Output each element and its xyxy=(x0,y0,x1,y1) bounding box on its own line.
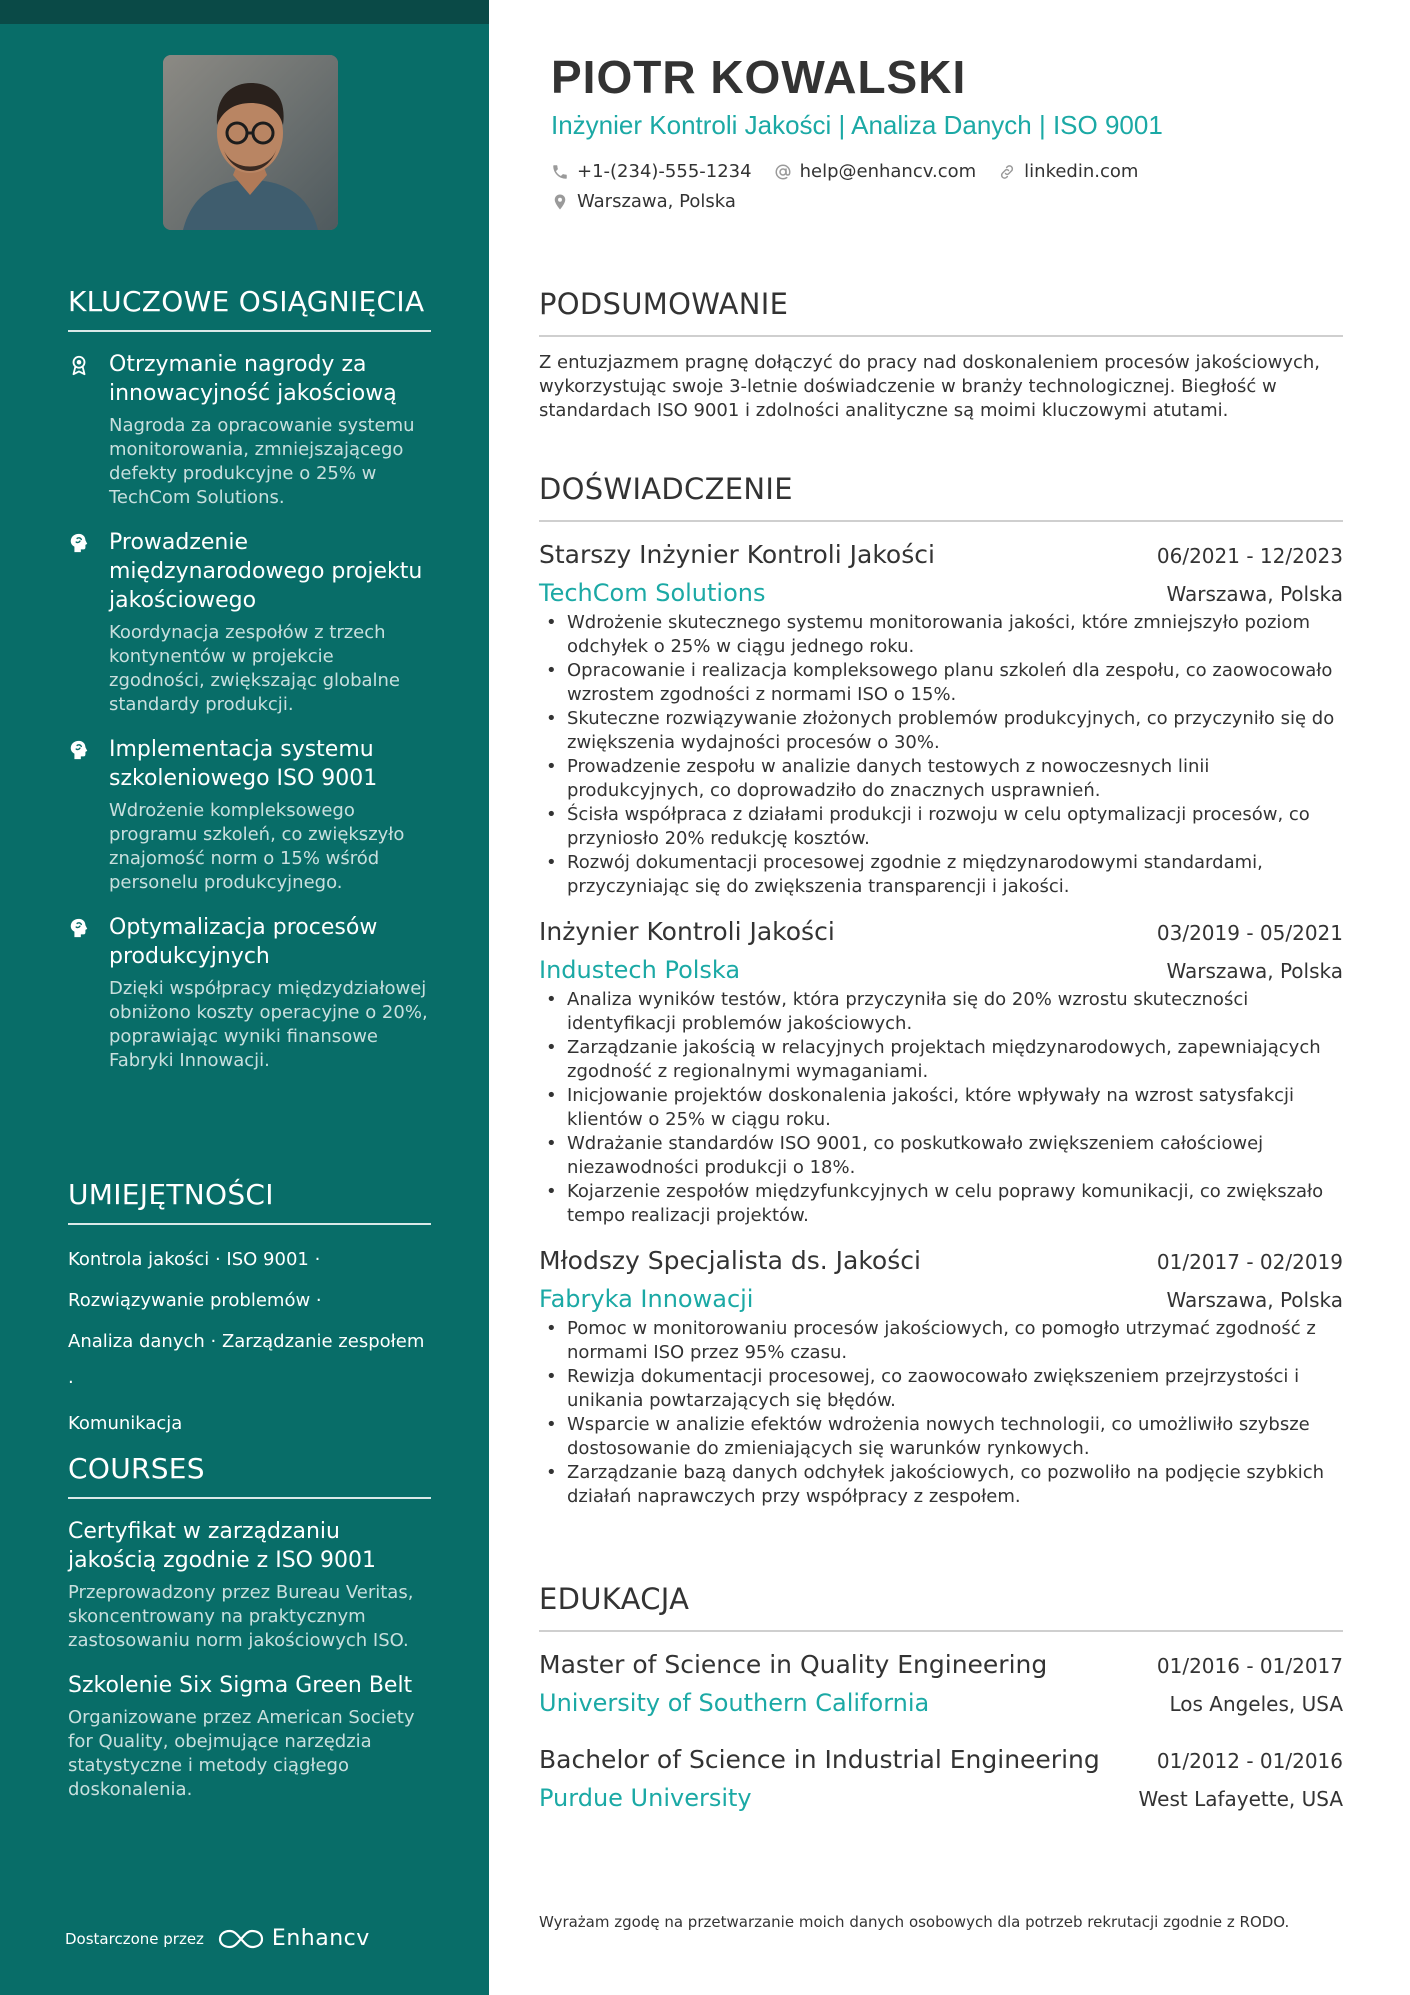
school-name: Purdue University xyxy=(539,1784,752,1812)
achievement-title: Prowadzenie międzynarodowego projektu jakościowego xyxy=(109,530,423,613)
summary-title: PODSUMOWANIE xyxy=(539,287,1343,337)
bullet-item: • Rewizja dokumentacji procesowej, co zaowocowało zwiększeniem przejrzystości i unikania powtarzających się błędów. xyxy=(539,1365,1343,1413)
school-name: University of Southern California xyxy=(539,1689,930,1717)
achievement-description: Nagroda za opracowanie systemu monitorowania, zmniejszającego defekty produkcyjne o 25% w TechCom Solutions. xyxy=(109,415,415,508)
bullet-item: • Wdrożenie skutecznego systemu monitorowania jakości, które zmniejszyło poziom odchyłek o 25% w ciągu jednego roku. xyxy=(539,611,1343,659)
contact-row xyxy=(551,161,1138,182)
brain-icon xyxy=(68,532,90,554)
course-description: Organizowane przez American Society for Quality, obejmujące narzędzia statystyczne i metody ciągłego doskonalenia. xyxy=(68,1707,415,1800)
enhancv-logo[interactable] xyxy=(218,1926,370,1951)
job-bullets xyxy=(539,611,1343,899)
brain-icon xyxy=(68,739,90,761)
profile-photo xyxy=(163,55,338,230)
bullet-item: • Zarządzanie bazą danych odchyłek jakościowych, co pozwoliło na podjęcie szybkich działań naprawczych przy współpracy z zespołem. xyxy=(539,1461,1343,1509)
skill-line: Rozwiązywanie problemów · xyxy=(68,1290,322,1311)
link-icon xyxy=(998,163,1016,181)
job-entry xyxy=(539,1246,1343,1509)
experience-section xyxy=(539,472,1343,1509)
skills-title: UMIEJĘTNOŚCI xyxy=(68,1178,431,1225)
bullet-item: • Inicjowanie projektów doskonalenia jakości, które wpływały na wzrost satysfakcji klientów o 25% w ciągu roku. xyxy=(539,1084,1343,1132)
course-title: Certyfikat w zarządzaniu jakością zgodnie z ISO 9001 xyxy=(68,1519,376,1573)
powered-by-label: Dostarczone przez xyxy=(65,1929,204,1948)
job-company: TechCom Solutions xyxy=(539,579,766,607)
powered-by xyxy=(65,1926,370,1951)
skills-list xyxy=(68,1239,431,1444)
course-title: Szkolenie Six Sigma Green Belt xyxy=(68,1673,413,1698)
degree-title: Bachelor of Science in Industrial Engineering xyxy=(539,1745,1100,1774)
sidebar-top-bar xyxy=(0,0,489,24)
location-row xyxy=(551,191,736,212)
course-item xyxy=(68,1517,431,1653)
bullet-item: • Analiza wyników testów, która przyczyniła się do 20% wzrostu skuteczności identyfikacji problemów jakościowych. xyxy=(539,988,1343,1036)
job-title: Młodszy Specjalista ds. Jakości xyxy=(539,1246,921,1275)
phone-icon xyxy=(551,163,569,181)
course-item xyxy=(68,1671,431,1802)
bullet-item: • Prowadzenie zespołu w analizie danych testowych z nowoczesnych linii produkcyjnych, co doprowadziło do znacznych usprawnień. xyxy=(539,755,1343,803)
award-icon xyxy=(68,354,90,376)
achievement-title: Optymalizacja procesów produkcyjnych xyxy=(109,915,378,969)
job-location: Warszawa, Polska xyxy=(1166,1288,1343,1312)
degree-title: Master of Science in Quality Engineering xyxy=(539,1650,1048,1679)
job-bullets xyxy=(539,988,1343,1228)
job-dates: 06/2021 - 12/2023 xyxy=(1156,544,1343,568)
linkedin-contact[interactable] xyxy=(998,161,1138,182)
job-title: Starszy Inżynier Kontroli Jakości xyxy=(539,540,935,569)
bullet-item: • Pomoc w monitorowaniu procesów jakościowych, co pomogło utrzymać zgodność z normami ISO przez 95% czasu. xyxy=(539,1317,1343,1365)
job-dates: 01/2017 - 02/2019 xyxy=(1156,1250,1343,1274)
phone-contact[interactable] xyxy=(551,161,752,182)
profile-photo-image xyxy=(163,55,338,230)
job-title: Inżynier Kontroli Jakości xyxy=(539,917,835,946)
bullet-item: • Ścisła współpraca z działami produkcji i rozwoju w celu optymalizacji procesów, co przyniosło 20% redukcję kosztów. xyxy=(539,803,1343,851)
candidate-name: PIOTR KOWALSKI xyxy=(551,51,967,103)
job-company: Fabryka Innowacji xyxy=(539,1285,754,1313)
job-location: Warszawa, Polska xyxy=(1166,582,1343,606)
job-location: Warszawa, Polska xyxy=(1166,959,1343,983)
skill-line: Kontrola jakości · ISO 9001 · xyxy=(68,1249,321,1270)
achievement-item xyxy=(68,913,431,1073)
location-text: Warszawa, Polska xyxy=(577,191,736,212)
education-title: EDUKACJA xyxy=(539,1582,1343,1632)
linkedin-text: linkedin.com xyxy=(1024,161,1139,182)
achievement-item xyxy=(68,528,431,717)
location-pin-icon xyxy=(551,193,569,211)
job-company: Industech Polska xyxy=(539,956,741,984)
school-location: Los Angeles, USA xyxy=(1169,1692,1343,1716)
bullet-item: • Opracowanie i realizacja kompleksowego planu szkoleń dla zespołu, co zaowocowało wzrostem zgodności z normami ISO o 15%. xyxy=(539,659,1343,707)
achievements-section xyxy=(68,285,431,1073)
job-entry xyxy=(539,917,1343,1228)
achievement-item xyxy=(68,350,431,510)
email-text: help@enhancv.com xyxy=(799,161,977,182)
achievement-description: Koordynacja zespołów z trzech kontynentów w projekcie zgodności, zwiększając globalne standardy produkcji. xyxy=(109,622,401,715)
email-contact[interactable] xyxy=(774,161,977,182)
achievement-description: Wdrożenie kompleksowego programu szkoleń, co zwiększyło znajomość norm o 15% wśród personelu produkcyjnego. xyxy=(109,800,405,893)
brain-icon xyxy=(68,917,90,939)
education-entry xyxy=(539,1745,1343,1812)
sidebar xyxy=(0,0,489,1995)
infinity-logo-icon xyxy=(218,1927,264,1951)
course-description: Przeprowadzony przez Bureau Veritas, skoncentrowany na praktycznym zastosowaniu norm jakościowych ISO. xyxy=(68,1582,414,1651)
summary-text: Z entuzjazmem pragnę dołączyć do pracy nad doskonaleniem procesów jakościowych, wykorzystując swoje 3-letnie doświadczenie w branży technologicznej. Biegłość w standardach ISO 9001 i zdolności analityczne są moimi kluczowymi atutami. xyxy=(539,352,1320,421)
bullet-item: • Kojarzenie zespołów międzyfunkcyjnych w celu poprawy komunikacji, co zwiększało tempo realizacji projektów. xyxy=(539,1180,1343,1228)
skill-line: Analiza danych · Zarządzanie zespołem · xyxy=(68,1331,425,1393)
education-dates: 01/2012 - 01/2016 xyxy=(1156,1749,1343,1773)
achievement-description: Dzięki współpracy międzydziałowej obniżono koszty operacyjne o 20%, poprawiając wyniki finansowe Fabryki Innowacji. xyxy=(109,978,428,1071)
bullet-item: • Wdrażanie standardów ISO 9001, co poskutkowało zwiększeniem całościowej niezawodności produkcji o 18%. xyxy=(539,1132,1343,1180)
at-icon xyxy=(774,163,792,181)
bullet-item: • Skuteczne rozwiązywanie złożonych problemów produkcyjnych, co przyczyniło się do zwiększenia wydajności procesów o 30%. xyxy=(539,707,1343,755)
achievements-title: KLUCZOWE OSIĄGNIĘCIA xyxy=(68,285,431,332)
courses-title: COURSES xyxy=(68,1452,431,1499)
education-section xyxy=(539,1582,1343,1812)
headline: Inżynier Kontroli Jakości | Analiza Danych | ISO 9001 xyxy=(551,110,1163,140)
achievement-title: Implementacja systemu szkoleniowego ISO 9001 xyxy=(109,737,378,791)
job-bullets xyxy=(539,1317,1343,1509)
bullet-item: • Wsparcie w analizie efektów wdrożenia nowych technologii, co umożliwiło szybsze dostosowanie do zmieniających się warunków rynkowych. xyxy=(539,1413,1343,1461)
location-contact xyxy=(551,191,736,212)
courses-section xyxy=(68,1452,431,1802)
experience-title: DOŚWIADCZENIE xyxy=(539,472,1343,522)
education-dates: 01/2016 - 01/2017 xyxy=(1156,1654,1343,1678)
bullet-item: • Zarządzanie jakością w relacyjnych projektach międzynarodowych, zapewniających zgodność z regionalnymi wymaganiami. xyxy=(539,1036,1343,1084)
achievement-title: Otrzymanie nagrody za innowacyjność jakościową xyxy=(109,352,397,406)
skills-section xyxy=(68,1178,431,1444)
skill-line: Komunikacja xyxy=(68,1413,183,1434)
phone-text: +1-(234)-555-1234 xyxy=(577,161,752,182)
school-location: West Lafayette, USA xyxy=(1138,1787,1343,1811)
achievement-item xyxy=(68,735,431,895)
job-entry xyxy=(539,540,1343,899)
job-dates: 03/2019 - 05/2021 xyxy=(1156,921,1343,945)
brand-name: Enhancv xyxy=(271,1926,370,1951)
gdpr-consent: Wyrażam zgodę na przetwarzanie moich danych osobowych dla potrzeb rekrutacji zgodnie z RODO. xyxy=(539,1913,1290,1931)
summary-section xyxy=(539,287,1343,423)
bullet-item: • Rozwój dokumentacji procesowej zgodnie z międzynarodowymi standardami, przyczyniając się do zwiększenia transparencji i jakości. xyxy=(539,851,1343,899)
education-entry xyxy=(539,1650,1343,1717)
